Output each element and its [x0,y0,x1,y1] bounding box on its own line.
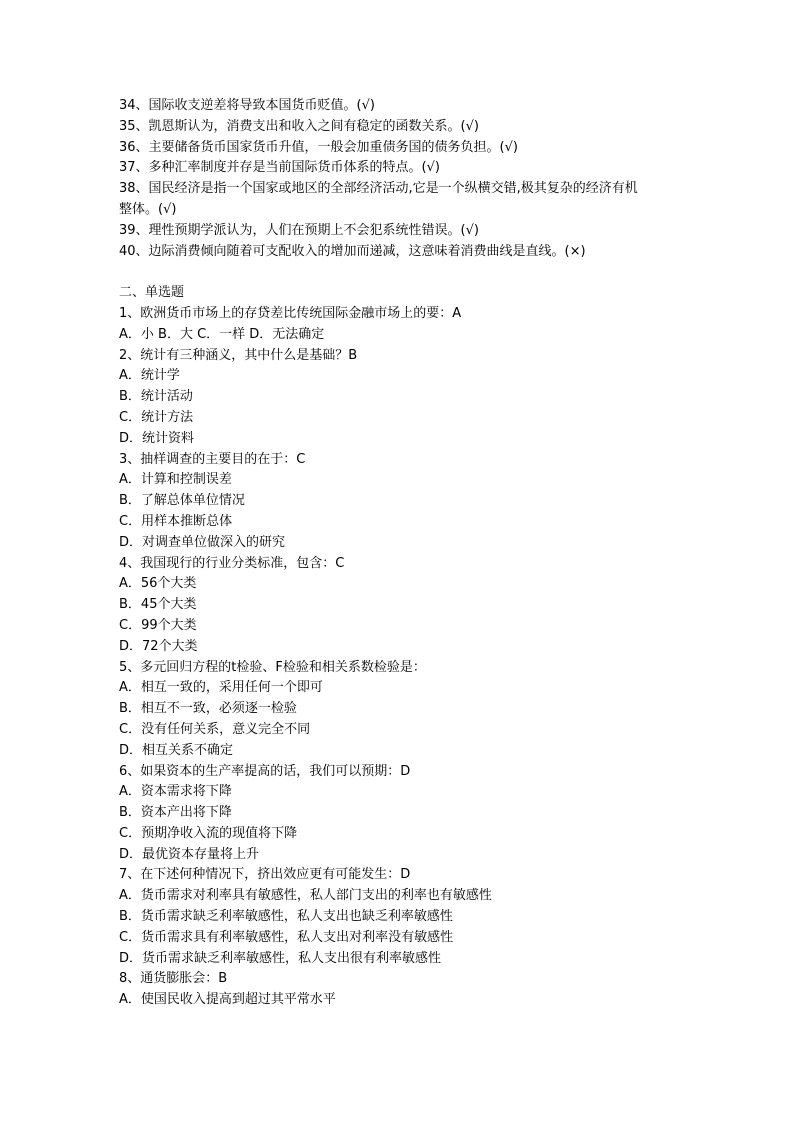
question-8: 8、通货膨胀会：B [119,971,228,987]
option-line: B．45个大类 [119,597,197,613]
option-line: B．货币需求缺乏利率敏感性，私人支出也缺乏利率敏感性 [119,909,453,925]
judgement-item-37: 37、多种汇率制度并存是当前国际货币体系的特点。(√) [119,160,440,176]
question-5: 5、多元回归方程的t检验、F检验和相关系数检验是： [119,659,426,675]
option-line: D．货币需求缺乏利率敏感性，私人支出很有利率敏感性 [119,950,442,966]
judgement-item-35: 35、凯恩斯认为，消费支出和收入之间有稳定的函数关系。(√) [119,118,479,134]
option-line: A．货币需求对利率具有敏感性，私人部门支出的利率也有敏感性 [119,888,492,904]
question-1-options: A．小 B．大 C．一样 D．无法确定 [119,326,325,342]
option-line: C．统计方法 [119,409,194,425]
option-line: D．对调查单位做深入的研究 [119,534,286,550]
blank-line [119,262,679,283]
document-page [119,96,679,1011]
judgement-item-34: 34、国际收支逆差将导致本国货币贬值。(√) [119,98,375,113]
option-line: B．资本产出将下降 [119,805,232,821]
judgement-item-36: 36、主要储备货币国家货币升值，一般会加重债务国的债务负担。(√) [119,139,518,155]
option-line: A．计算和控制误差 [119,472,232,488]
question-4: 4、我国现行的行业分类标准，包含：C [119,555,345,571]
question-3: 3、抽样调查的主要目的在于：C [119,451,306,467]
judgement-item-38: 38、国民经济是指一个国家或地区的全部经济活动,它是一个纵横交错,极其复杂的经济有机 [119,181,638,197]
judgement-item-40: 40、边际消费倾向随着可支配收入的增加而递减，这意味着消费曲线是直线。(×) [119,243,586,259]
option-line: C．没有任何关系，意义完全不同 [119,721,311,737]
option-line: A．使国民收入提高到超过其平常水平 [119,992,336,1008]
section-heading: 二、单选题 [119,285,185,301]
option-line: B．了解总体单位情况 [119,493,245,509]
question-6: 6、如果资本的生产率提高的话，我们可以预期：D [119,763,411,779]
option-line: D．72个大类 [119,638,198,654]
judgement-section [119,96,679,262]
single-choice-section [119,304,679,1011]
option-line: D．相互关系不确定 [119,742,234,758]
question-1: 1、欧洲货币市场上的存贷差比传统国际金融市场上的要：A [119,305,462,321]
option-line: C．99个大类 [119,617,197,633]
option-line: D．最优资本存量将上升 [119,846,260,862]
option-line: C．货币需求具有利率敏感性，私人支出对利率没有敏感性 [119,929,454,945]
judgement-item-38-continued: 整体。(√) [119,201,177,217]
option-line: A．相互一致的，采用任何一个即可 [119,680,323,696]
option-line: D．统计资料 [119,430,195,446]
question-2: 2、统计有三种涵义，其中什么是基础？B [119,347,358,363]
option-line: B．统计活动 [119,389,193,405]
option-line: C．用样本推断总体 [119,513,233,529]
option-line: B．相互不一致，必须逐一检验 [119,701,297,717]
question-7: 7、在下述何种情况下，挤出效应更有可能发生：D [119,867,411,883]
judgement-item-39: 39、理性预期学派认为，人们在预期上不会犯系统性错误。(√) [119,222,479,238]
option-line: A．统计学 [119,368,180,384]
option-line: A．资本需求将下降 [119,784,232,800]
option-line: C．预期净收入流的现值将下降 [119,825,298,841]
option-line: A．56个大类 [119,576,197,592]
